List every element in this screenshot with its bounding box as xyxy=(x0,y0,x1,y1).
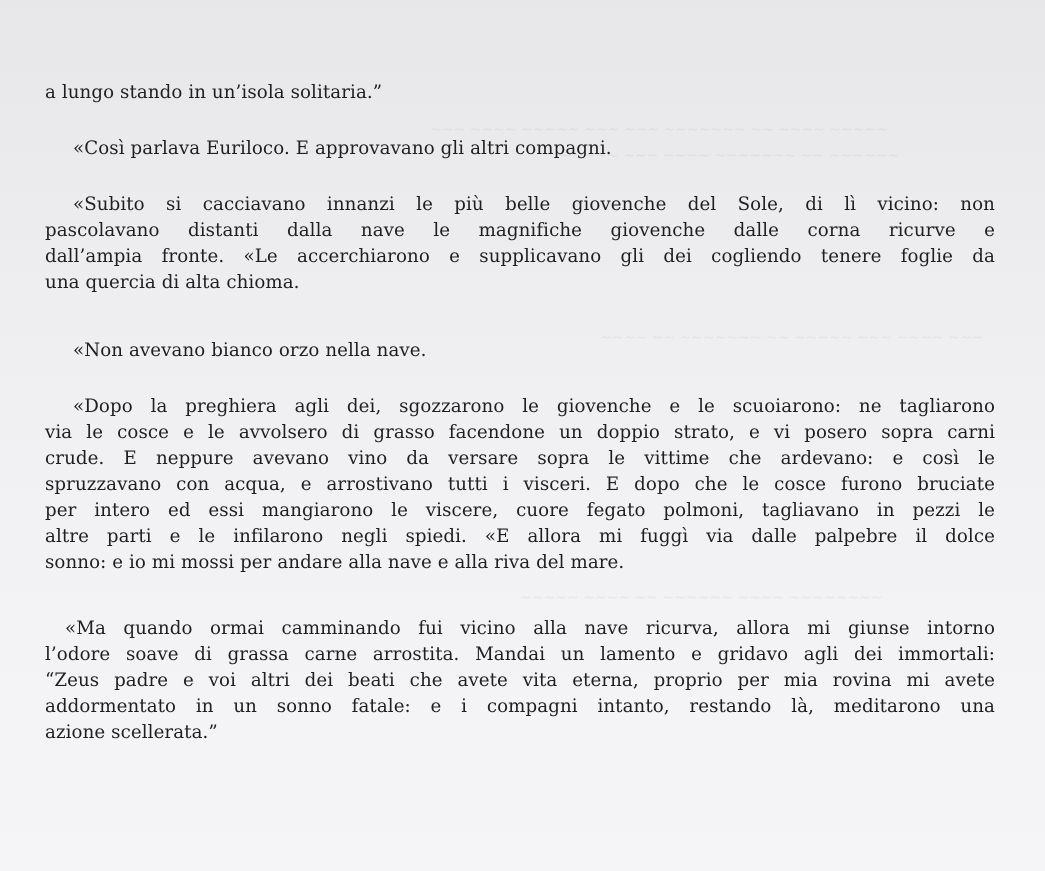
text-line: addormentato in un sonno fatale: e i compagni intanto, restando là, meditarono una xyxy=(45,696,995,717)
paragraph-3 xyxy=(45,192,995,296)
show-through-texture: ~~~~~ ~~~ ~~~~ ~~~~~~~ ~~ ~~~~~~ xyxy=(560,148,899,164)
paragraph-1 xyxy=(45,80,995,106)
text-line: «Ma quando ormai camminando fui vicino alla nave ricurva, allora mi giunse intorno xyxy=(65,618,995,639)
text-line: l’odore soave di grassa carne arrostita. Mandai un lamento e gridavo agli dei immortali: xyxy=(45,644,995,665)
text-line: a lungo stando in un’isola solitaria.” xyxy=(45,82,383,103)
paragraph-2 xyxy=(45,136,995,162)
text-line: “Zeus padre e voi altri dei beati che avete vita eterna, proprio per mia rovina mi avete xyxy=(45,670,995,691)
text-line: «Dopo la preghiera agli dei, sgozzarono le giovenche e le scuoiarono: ne tagliarono xyxy=(73,396,995,417)
text-line: altre parti e le infilarono negli spiedi. «E allora mi fuggì via dalle palpebre il dolce xyxy=(45,526,995,547)
show-through-texture: ~~~~~ ~~~~ ~~ ~~~~~~ ~~~~ ~~~~~~~~ xyxy=(520,590,883,606)
show-through-texture: ~~~~ ~~ ~~~~~~~ ~~ ~~~~~ ~~~ ~~~~ ~~~ xyxy=(600,330,984,346)
text-line: per intero ed essi mangiarono le viscere, cuore fegato polmoni, tagliavano in pezzi le xyxy=(45,500,995,521)
paragraph-4 xyxy=(45,338,995,364)
show-through-texture: ~~~ ~~~~ ~~~~~ ~~~ ~~~ ~~~~~~~ ~~ ~~~~ ~~~~~ xyxy=(430,122,888,138)
text-line: dall’ampia fronte. «Le accerchiarono e supplicavano gli dei cogliendo tenere foglie da xyxy=(45,246,995,267)
paragraph-6 xyxy=(45,616,995,746)
text-line: «Subito si cacciavano innanzi le più belle giovenche del Sole, di lì vicino: non xyxy=(73,194,995,215)
text-line: via le cosce e le avvolsero di grasso facendone un doppio strato, e vi posero sopra carni xyxy=(45,422,995,443)
text-line: crude. E neppure avevano vino da versare sopra le vittime che ardevano: e così le xyxy=(45,448,995,469)
text-line: una quercia di alta chioma. xyxy=(45,272,300,293)
text-line: spruzzavano con acqua, e arrostivano tutti i visceri. E dopo che le cosce furono bruciate xyxy=(45,474,995,495)
text-line: azione scellerata.” xyxy=(45,722,218,743)
text-line: sonno: e io mi mossi per andare alla nave e alla riva del mare. xyxy=(45,552,625,573)
paragraph-5 xyxy=(45,394,995,576)
text-line: pascolavano distanti dalla nave le magnifiche giovenche dalle corna ricurve e xyxy=(45,220,995,241)
text-line: «Così parlava Euriloco. E approvavano gli altri compagni. xyxy=(73,138,612,159)
text-line: «Non avevano bianco orzo nella nave. xyxy=(73,340,427,361)
